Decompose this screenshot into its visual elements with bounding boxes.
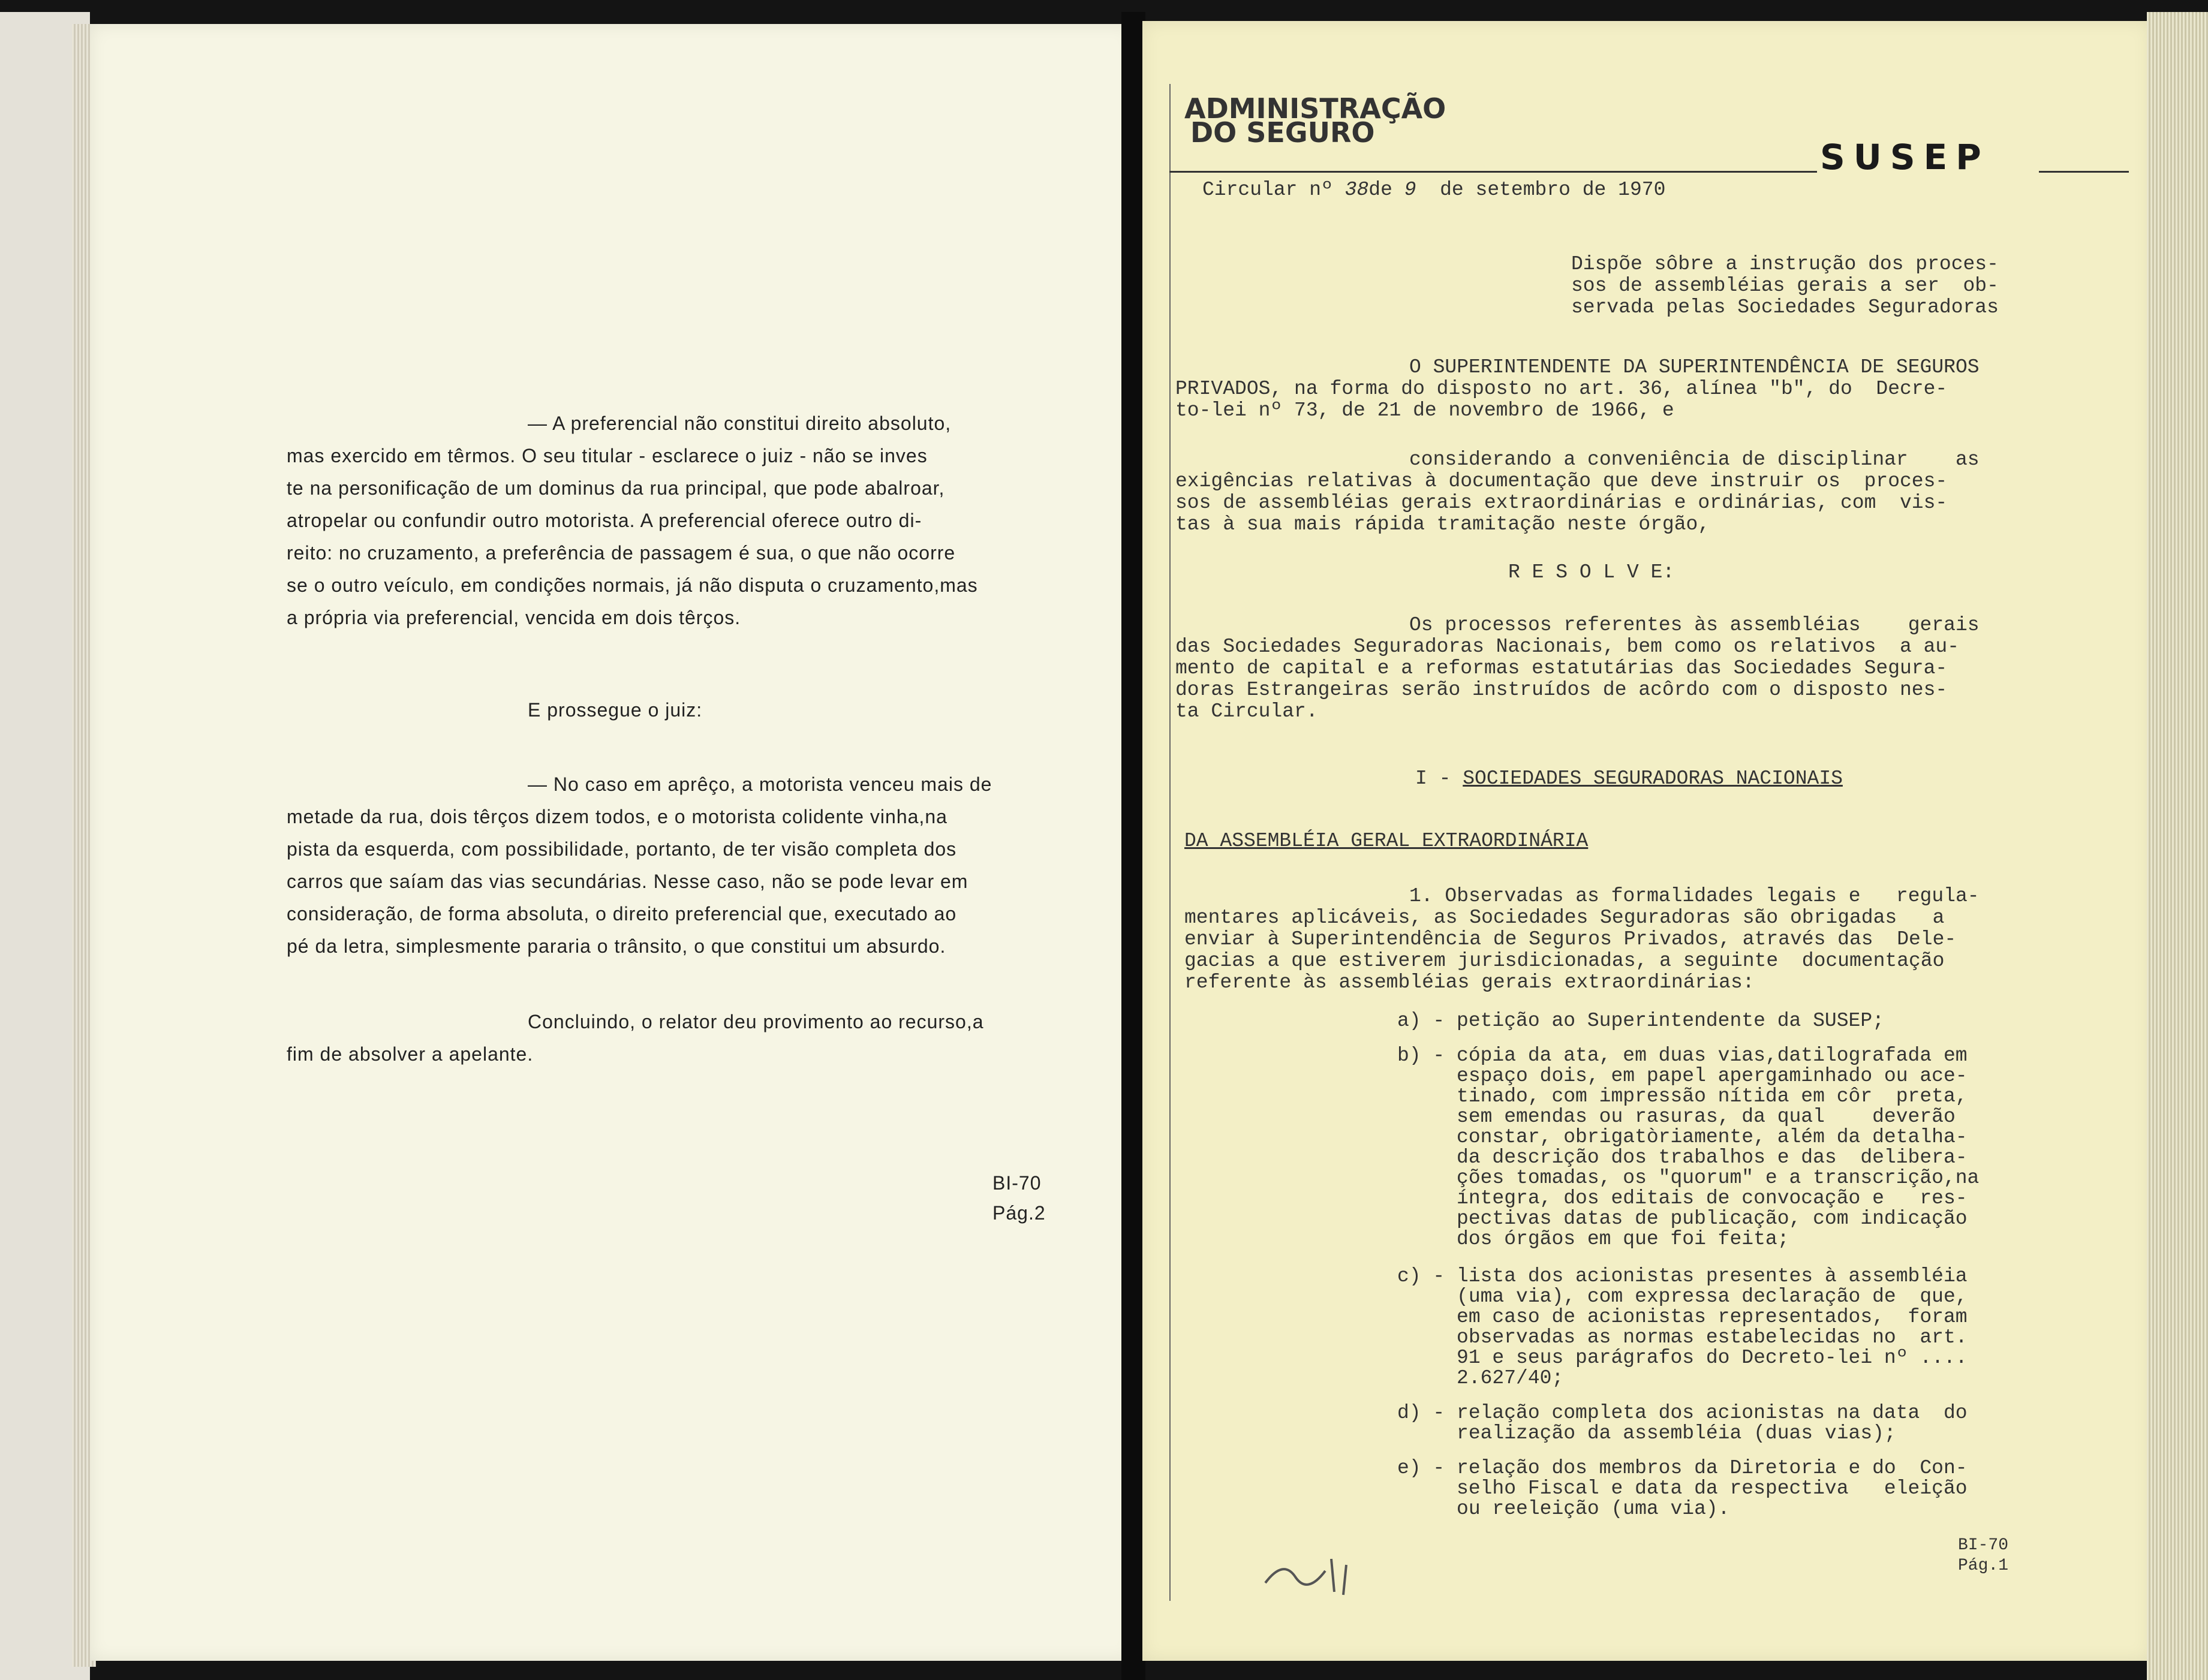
- text-line: — No caso em aprêço, a motorista venceu mais de: [528, 773, 992, 795]
- susep-brand: SUSEP: [1820, 137, 1990, 177]
- considerando-line: exigências relativas à documentação que deve instruir os proces-: [1175, 470, 1948, 492]
- preamble-line: to-lei nº 73, de 21 de novembro de 1966, e: [1175, 399, 1674, 421]
- page-number: Pág.2: [992, 1202, 1046, 1224]
- considerando-line: sos de assembléias gerais extraordinárias e ordinárias, com vis-: [1175, 492, 1948, 514]
- item-c-line: 91 e seus parágrafos do Decreto-lei nº ....: [1397, 1347, 1968, 1369]
- text-line: se o outro veículo, em condições normais, já não disputa o cruzamento,mas: [287, 574, 978, 596]
- circular-day: 9: [1404, 179, 1416, 201]
- text-line: — A preferencial não constitui direito absoluto,: [528, 413, 952, 434]
- text-line: te na personificação de um dominus da rua principal, que pode abalroar,: [287, 477, 945, 499]
- section-heading: [1415, 767, 1843, 790]
- item-c-line: em caso de acionistas representados, foram: [1397, 1306, 1968, 1328]
- right-page-stack: [2147, 12, 2208, 1680]
- item-e-line: e) - relação dos membros da Diretoria e do Con-: [1397, 1457, 1968, 1479]
- item-c-line: observadas as normas estabelecidas no art.: [1397, 1326, 1968, 1348]
- item1-line: 1. Observadas as formalidades legais e regula-: [1409, 885, 1980, 907]
- item-e-line: ou reeleição (uma via).: [1397, 1498, 1730, 1520]
- item-d-line: realização da assembléia (duas vias);: [1397, 1422, 1896, 1444]
- ementa-line: sos de assembléias gerais a ser ob-: [1571, 275, 1999, 297]
- item-c-line: 2.627/40;: [1397, 1367, 1564, 1389]
- page-number: Pág.1: [1958, 1556, 2009, 1575]
- header-do-seguro: DO SEGURO: [1190, 116, 1375, 149]
- resolve-heading: R E S O L V E:: [1508, 561, 1675, 583]
- item-b-line: íntegra, dos editais de convocação e res-: [1397, 1187, 1968, 1209]
- intro-line: doras Estrangeiras serão instruídos de acôrdo com o disposto nes-: [1175, 679, 1948, 701]
- text-line: atropelar ou confundir outro motorista. A preferencial oferece outro di-: [287, 510, 922, 531]
- header-rule-end: [2039, 171, 2129, 173]
- item-b-line: ções tomadas, os "quorum" e a transcrição,na: [1397, 1167, 1980, 1189]
- section-title: SOCIEDADES SEGURADORAS NACIONAIS: [1463, 767, 1843, 790]
- text-line: carros que saíam das vias secundárias. Nesse caso, não se pode levar em: [287, 871, 968, 892]
- text-line: metade da rua, dois têrços dizem todos, e o motorista colidente vinha,na: [287, 806, 947, 827]
- item-b-line: espaço dois, em papel apergaminhado ou ace-: [1397, 1065, 1968, 1087]
- page-code: BI-70: [1958, 1536, 2009, 1555]
- item-b-line: tinado, com impressão nítida em côr preta,: [1397, 1085, 1968, 1107]
- subsection-title: DA ASSEMBLÉIA GERAL EXTRAORDINÁRIA: [1184, 830, 1589, 852]
- text-line: consideração, de forma absoluta, o direito preferencial que, executado ao: [287, 903, 957, 925]
- header-rule: [1169, 171, 1817, 173]
- item-c-line: (uma via), com expressa declaração de que,: [1397, 1285, 1968, 1308]
- margin-line: [1169, 84, 1171, 1601]
- item1-line: mentares aplicáveis, as Sociedades Seguradoras são obrigadas a: [1184, 907, 1945, 929]
- item-e-line: selho Fiscal e data da respectiva eleição: [1397, 1477, 1968, 1500]
- text-line: pista da esquerda, com possibilidade, portanto, de ter visão completa dos: [287, 838, 957, 860]
- intro-line: Os processos referentes às assembléias gerais: [1409, 614, 1980, 636]
- header-administracao: ADMINISTRAÇÃO: [1184, 92, 1446, 125]
- item-d-line: d) - relação completa dos acionistas na data do: [1397, 1402, 1968, 1424]
- circular-heading: [1202, 179, 1665, 201]
- circular-number: 38: [1344, 179, 1369, 201]
- text-line: a própria via preferencial, vencida em dois têrços.: [287, 607, 741, 628]
- text-line: reito: no cruzamento, a preferência de passagem é sua, o que não ocorre: [287, 542, 956, 564]
- intro-line: mento de capital e a reformas estatutárias das Sociedades Segura-: [1175, 657, 1948, 679]
- section-number: I -: [1415, 767, 1463, 790]
- text-line: fim de absolver a apelante.: [287, 1043, 534, 1065]
- item1-line: gacias a que estiverem jurisdicionadas, a seguinte documentação: [1184, 950, 1945, 972]
- ementa-line: Dispõe sôbre a instrução dos proces-: [1571, 253, 1999, 275]
- intro-line: das Sociedades Seguradoras Nacionais, bem como os relativos a au-: [1175, 636, 1960, 658]
- text-line: Concluindo, o relator deu provimento ao recurso,a: [528, 1011, 984, 1032]
- considerando-line: considerando a conveniência de disciplinar as: [1409, 448, 1980, 471]
- text-line: mas exercido em têrmos. O seu titular - esclarece o juiz - não se inves: [287, 445, 928, 466]
- item-b-line: b) - cópia da ata, em duas vias,datilografada em: [1397, 1044, 1968, 1067]
- preamble-line: O SUPERINTENDENTE DA SUPERINTENDÊNCIA DE SEGUROS: [1409, 356, 1980, 378]
- ementa-line: servada pelas Sociedades Seguradoras: [1571, 296, 1999, 318]
- considerando-line: tas à sua mais rápida tramitação neste órgão,: [1175, 513, 1710, 535]
- item1-line: enviar à Superintendência de Seguros Privados, através das Dele-: [1184, 928, 1957, 950]
- preamble-line: PRIVADOS, na forma do disposto no art. 36, alínea "b", do Decre-: [1175, 378, 1948, 400]
- intro-line: ta Circular.: [1175, 700, 1318, 722]
- item-b-line: pectivas datas de publicação, com indicação: [1397, 1208, 1968, 1230]
- item-c-line: c) - lista dos acionistas presentes à assembléia: [1397, 1265, 1968, 1287]
- text-line: E prossegue o juiz:: [528, 699, 703, 721]
- item-b-line: da descrição dos trabalhos e das delibera-: [1397, 1146, 1968, 1169]
- circular-de: de: [1368, 179, 1392, 201]
- item-a: a) - petição ao Superintendente da SUSEP;: [1397, 1010, 1884, 1032]
- item1-line: referente às assembléias gerais extraordinárias:: [1184, 971, 1755, 993]
- handwritten-initials: [1259, 1547, 1391, 1601]
- book-gutter: [1121, 12, 1145, 1680]
- item-b-line: constar, obrigatòriamente, além da detalha-: [1397, 1126, 1968, 1148]
- item-b-line: sem emendas ou rasuras, da qual deverão: [1397, 1106, 1956, 1128]
- circular-date: de setembro de 1970: [1440, 179, 1666, 201]
- text-line: pé da letra, simplesmente pararia o trânsito, o que constitui um absurdo.: [287, 935, 946, 957]
- item-b-line: dos órgãos em que foi feita;: [1397, 1228, 1789, 1250]
- circular-prefix: Circular nº: [1202, 179, 1333, 201]
- page-code: BI-70: [992, 1172, 1042, 1194]
